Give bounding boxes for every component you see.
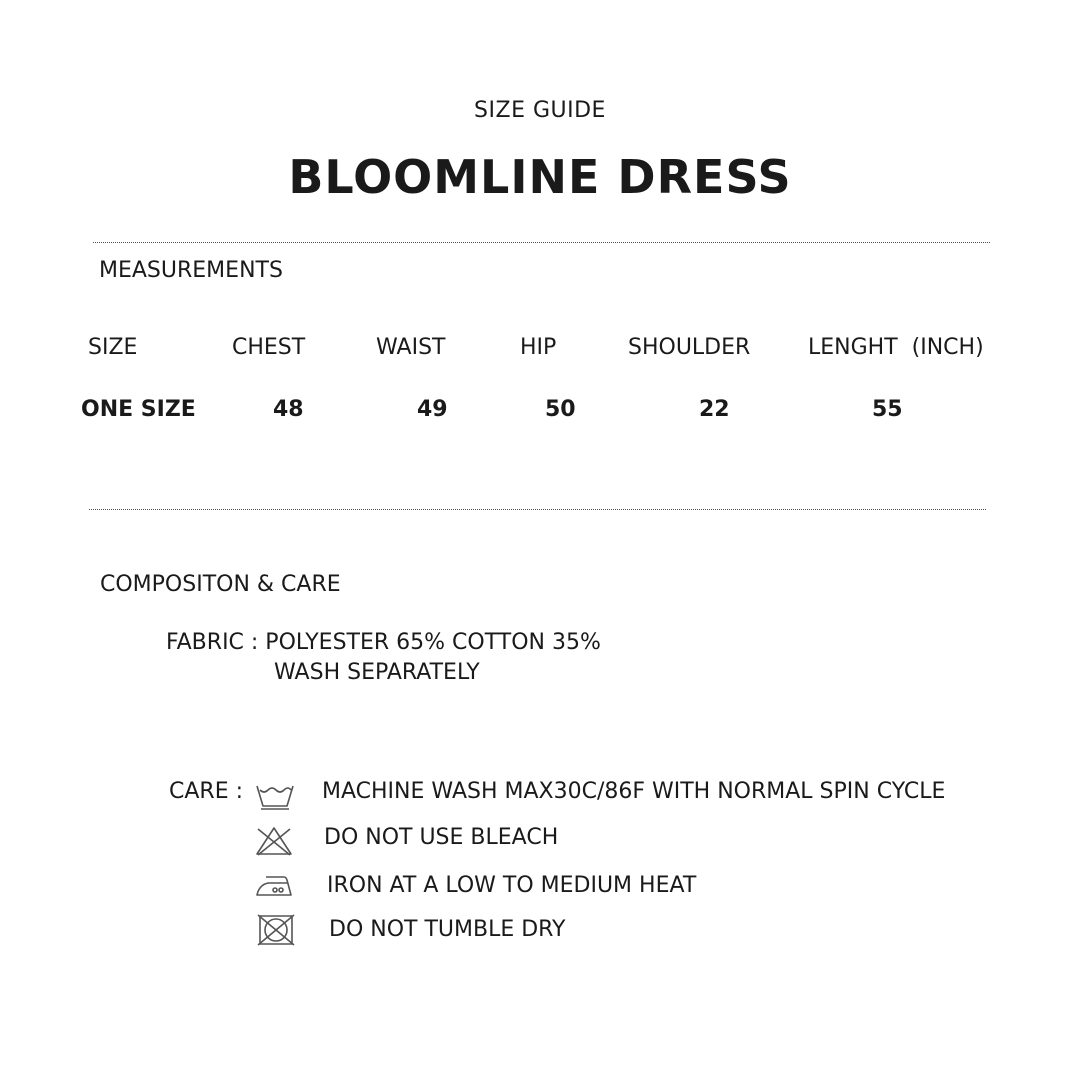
column-header-hip: HIP [520, 335, 557, 360]
cell-length: 55 [872, 397, 903, 422]
cell-hip: 50 [545, 397, 576, 422]
care-label: CARE : [169, 779, 244, 804]
cell-size: ONE SIZE [81, 397, 196, 422]
column-header-length: LENGHT (INCH) [808, 335, 984, 360]
composition-heading: COMPOSITON & CARE [100, 572, 341, 597]
column-header-chest: CHEST [232, 335, 306, 360]
wash-line: WASH SEPARATELY [274, 660, 480, 685]
care-text-iron: IRON AT A LOW TO MEDIUM HEAT [327, 873, 697, 898]
cell-waist: 49 [417, 397, 448, 422]
no-bleach-icon [254, 825, 294, 857]
care-text-bleach: DO NOT USE BLEACH [324, 825, 559, 850]
measurements-heading: MEASUREMENTS [99, 258, 283, 283]
machine-wash-30-icon [255, 780, 295, 812]
care-text-wash: MACHINE WASH MAX30C/86F WITH NORMAL SPIN CYCLE [322, 779, 946, 804]
cell-shoulder: 22 [699, 397, 730, 422]
divider-middle [89, 509, 986, 510]
no-tumble-dry-icon [256, 914, 296, 946]
size-guide-label: SIZE GUIDE [474, 98, 606, 123]
divider-top [93, 242, 990, 243]
product-title: BLOOMLINE DRESS [288, 150, 792, 204]
iron-low-medium-icon [254, 871, 294, 903]
cell-chest: 48 [273, 397, 304, 422]
column-header-size: SIZE [88, 335, 138, 360]
care-text-tumble: DO NOT TUMBLE DRY [329, 917, 566, 942]
fabric-line: FABRIC : POLYESTER 65% COTTON 35% [166, 630, 601, 655]
column-header-shoulder: SHOULDER [628, 335, 751, 360]
column-header-waist: WAIST [376, 335, 446, 360]
